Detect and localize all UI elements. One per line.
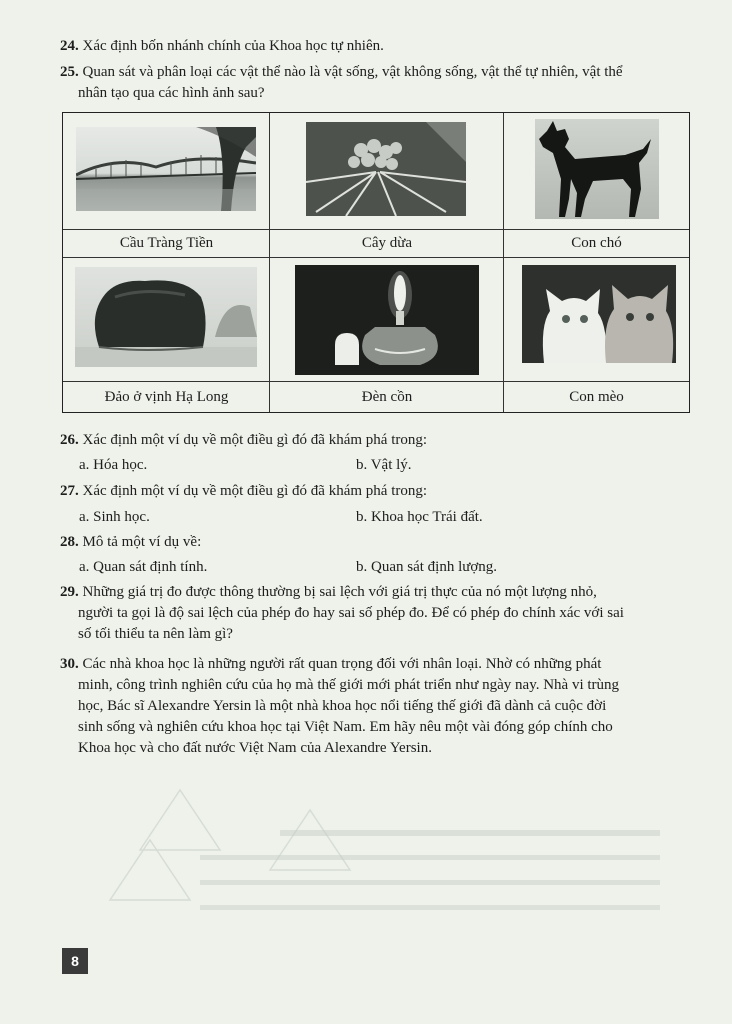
question-28 bbox=[60, 532, 696, 553]
alcohol-lamp-photo bbox=[295, 265, 479, 375]
question-text-line2: nhân tạo qua các hình ảnh sau? bbox=[78, 85, 265, 101]
question-number: 29. bbox=[60, 584, 79, 600]
cats-photo bbox=[522, 265, 676, 363]
caption-dog: Con chó bbox=[571, 235, 622, 251]
question-text-line1: Quan sát và phân loại các vật thể nào là vật sống, vật không sống, vật thể tự nhiên, vật thể bbox=[82, 64, 623, 80]
question-number: 28. bbox=[60, 534, 79, 550]
coconut-photo bbox=[306, 122, 466, 216]
question-25-cont bbox=[78, 83, 714, 104]
question-number: 30. bbox=[60, 656, 79, 672]
question-text-line1: Các nhà khoa học là những người rất quan trọng đối với nhân loại. Nhờ có những phát bbox=[82, 656, 602, 672]
caption-coconut: Cây dừa bbox=[361, 235, 413, 251]
page-number: 8 bbox=[62, 948, 88, 974]
option-b: b. Khoa học Trái đất. bbox=[356, 509, 483, 525]
question-30 bbox=[60, 654, 696, 675]
caption-alcohol-lamp: Đèn cồn bbox=[361, 389, 413, 405]
caption-cat: Con mèo bbox=[569, 389, 624, 405]
option-a: a. Quan sát định tính. bbox=[79, 559, 208, 575]
question-29-line2: người ta gọi là độ sai lệch của phép đo hay sai số phép đo. Để có phép đo chính xác với sai bbox=[78, 605, 624, 621]
question-30-line3: học, Bác sĩ Alexandre Yersin là một nhà khoa học nổi tiếng thế giới đã dành cả cuộc đời bbox=[78, 698, 607, 714]
question-27 bbox=[60, 481, 696, 502]
dog-photo bbox=[535, 119, 659, 219]
image-grid bbox=[62, 112, 690, 413]
option-a: a. Hóa học. bbox=[79, 457, 148, 473]
island-photo bbox=[75, 267, 257, 367]
question-24 bbox=[60, 36, 696, 57]
question-number: 24. bbox=[60, 38, 79, 54]
question-25 bbox=[60, 62, 696, 83]
question-number: 26. bbox=[60, 432, 79, 448]
option-b: b. Quan sát định lượng. bbox=[356, 559, 498, 575]
question-text: Xác định bốn nhánh chính của Khoa học tự nhiên. bbox=[82, 38, 384, 54]
question-text: Xác định một ví dụ về một điều gì đó đã khám phá trong: bbox=[82, 483, 428, 499]
question-text-line1: Những giá trị đo được thông thường bị sai lệch với giá trị thực của nó một lượng nhỏ, bbox=[82, 584, 597, 600]
question-29-line3: số tối thiểu ta nên làm gì? bbox=[78, 626, 233, 642]
question-number: 25. bbox=[60, 64, 79, 80]
question-29 bbox=[60, 582, 696, 603]
option-b: b. Vật lý. bbox=[356, 457, 412, 473]
question-26 bbox=[60, 430, 696, 451]
question-30-line5: Khoa học và cho đất nước Việt Nam của Alexandre Yersin. bbox=[78, 740, 432, 756]
question-30-line2: minh, công trình nghiên cứu của họ mà thế giới mới phát triển như ngày nay. Nhà vi trùng bbox=[78, 677, 620, 693]
question-text: Xác định một ví dụ về một điều gì đó đã khám phá trong: bbox=[82, 432, 428, 448]
show-through-decoration bbox=[0, 760, 732, 940]
question-text: Mô tả một ví dụ về: bbox=[82, 534, 202, 550]
caption-bridge: Cầu Tràng Tiền bbox=[119, 235, 214, 251]
question-number: 27. bbox=[60, 483, 79, 499]
bridge-photo bbox=[76, 127, 256, 211]
option-a: a. Sinh học. bbox=[79, 509, 150, 525]
question-30-line4: sinh sống và nghiên cứu khoa học tại Việt Nam. Em hãy nêu một vài đóng góp chính cho bbox=[78, 719, 613, 735]
caption-island: Đảo ở vịnh Hạ Long bbox=[104, 389, 229, 405]
